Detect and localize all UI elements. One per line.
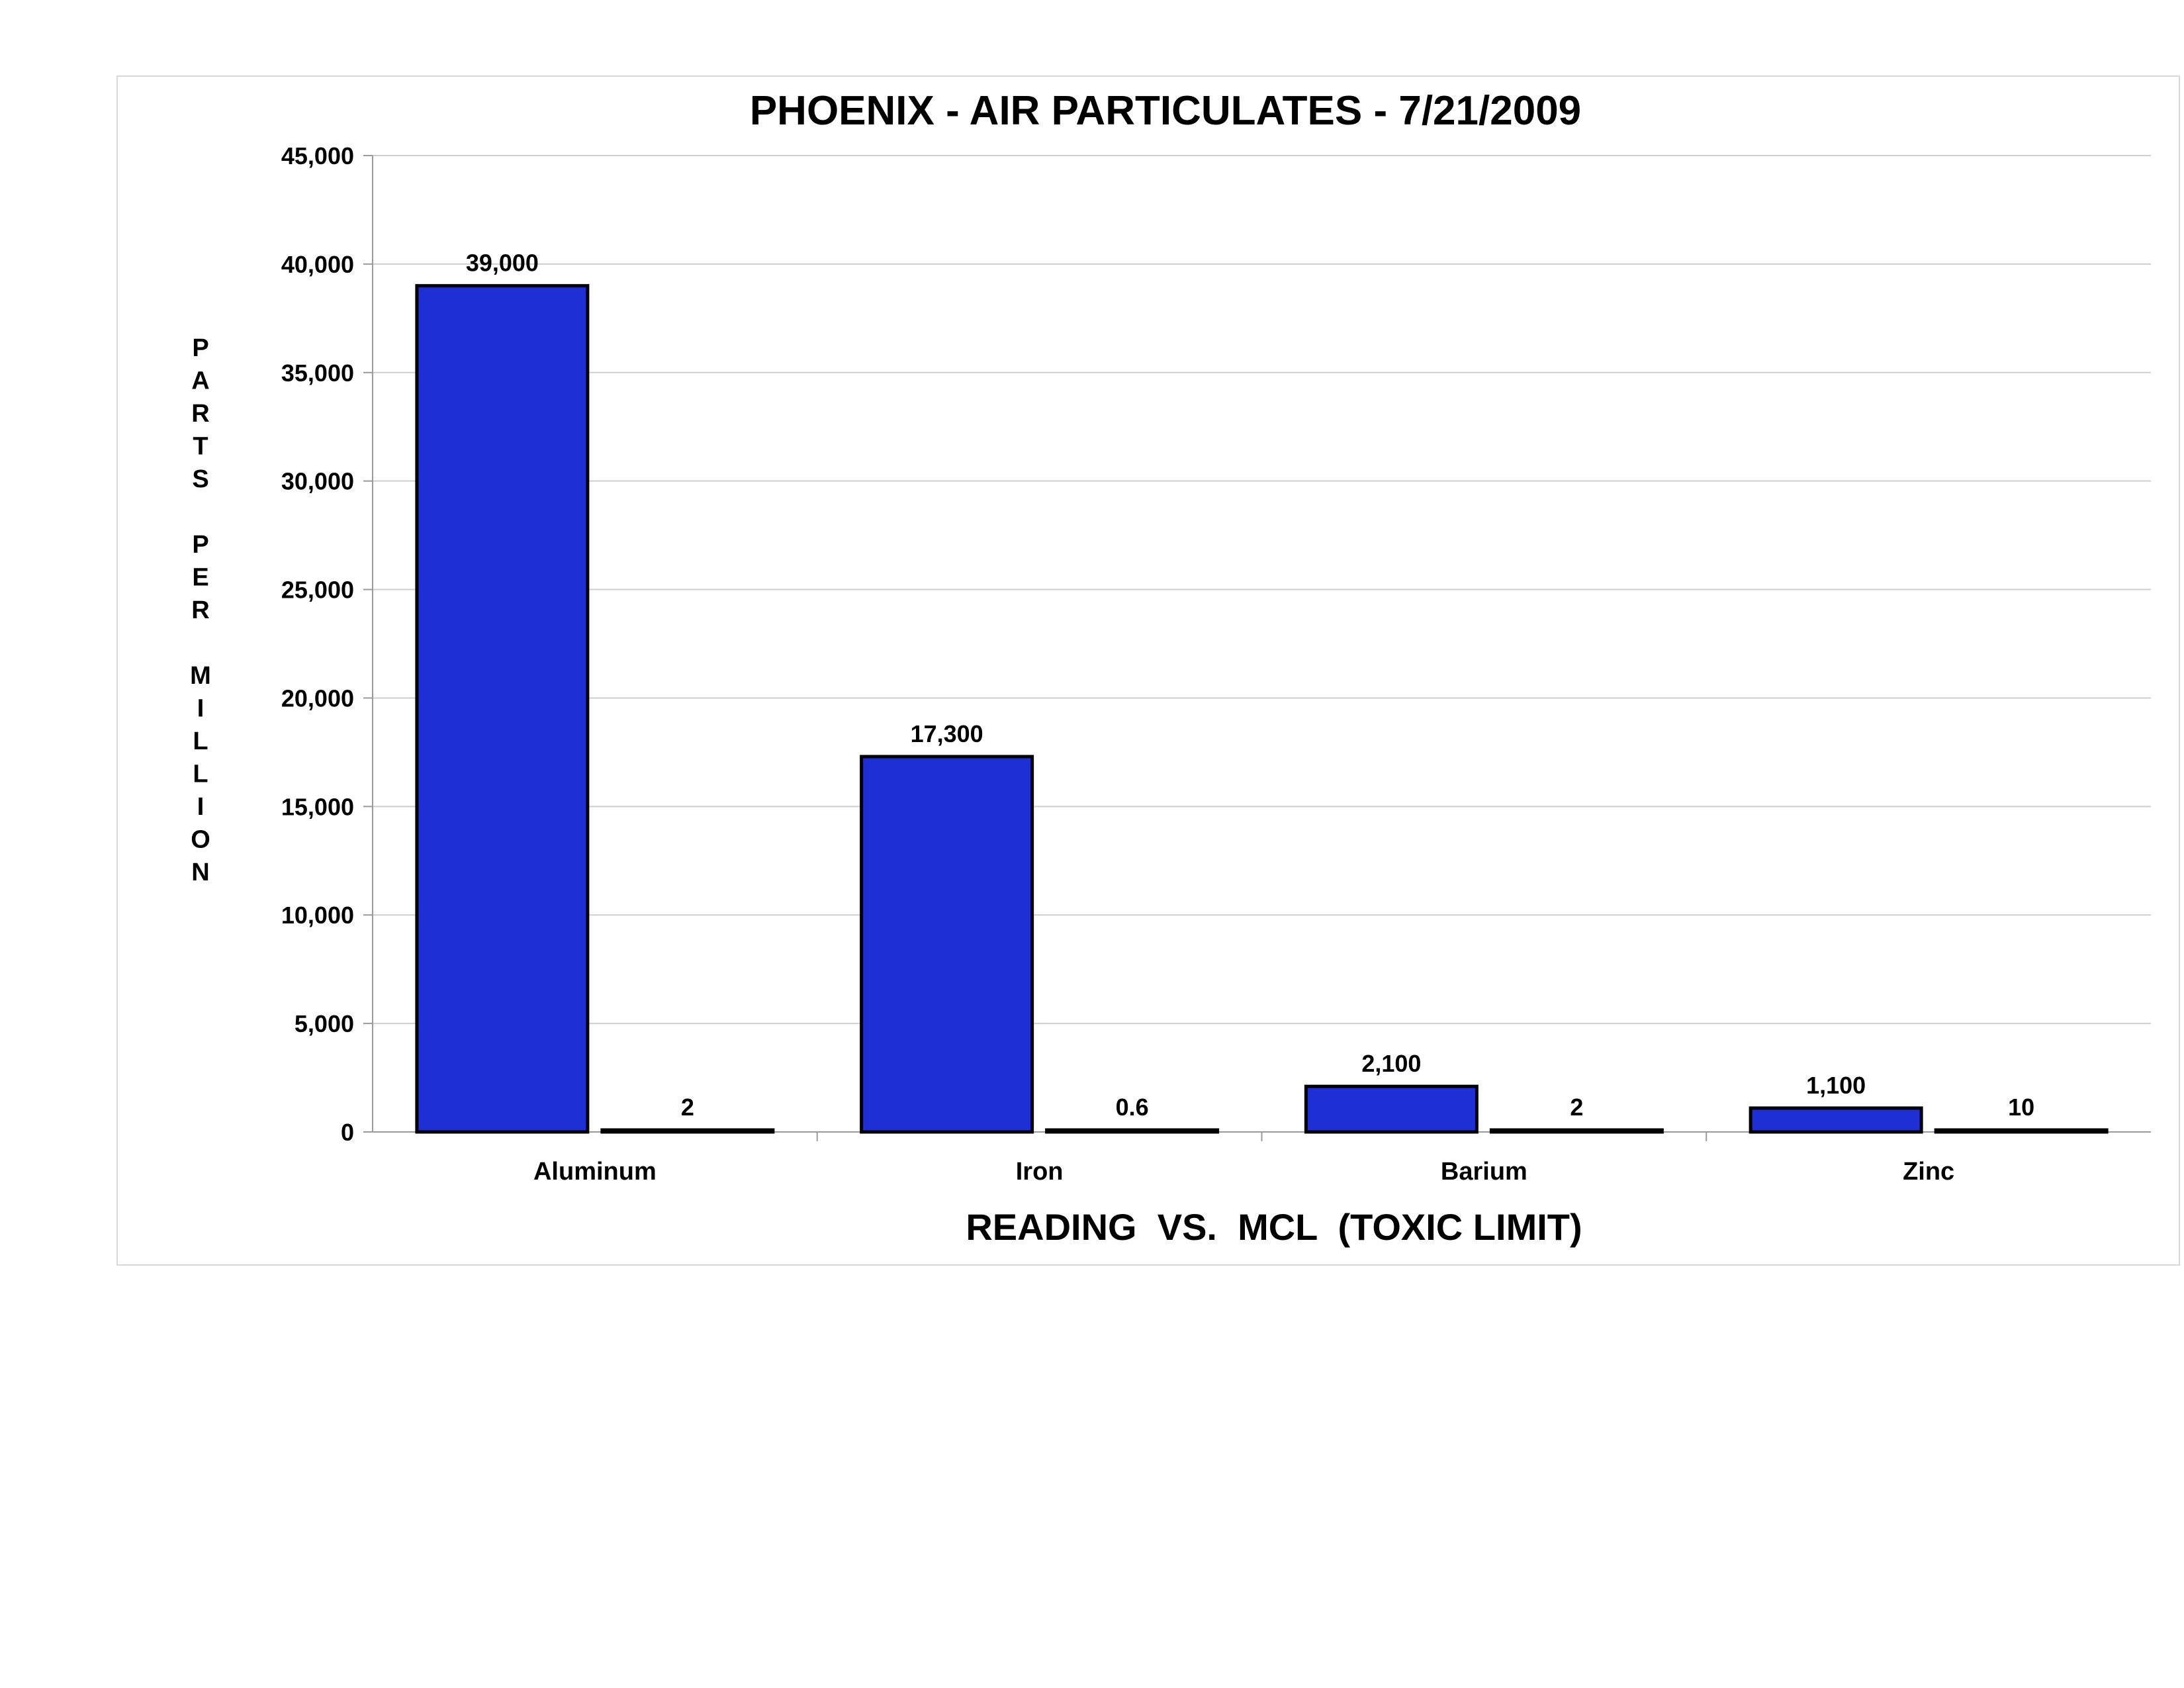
data-label: 39,000 [465, 249, 539, 277]
y-axis-title-letter: R [191, 400, 210, 428]
y-tick-label: 40,000 [281, 250, 354, 278]
chart-title: PHOENIX - AIR PARTICULATES - 7/21/2009 [749, 88, 1582, 134]
axes [363, 156, 2151, 1141]
y-axis-title-letter: O [191, 825, 210, 854]
y-tick-label: 20,000 [281, 684, 354, 712]
y-axis-title-letter: P [192, 531, 209, 559]
x-tick-label: Zinc [1903, 1158, 1955, 1186]
y-tick-label: 35,000 [281, 359, 354, 387]
y-axis-title-letter: P [192, 334, 209, 362]
y-tick-label: 25,000 [281, 576, 354, 604]
x-axis-title: READING VS. MCL (TOXIC LIMIT) [966, 1206, 1582, 1248]
bar-barium-series-1 [1306, 1086, 1477, 1132]
bar-iron-series-2 [1047, 1130, 1218, 1132]
y-axis-title-letter: M [190, 662, 211, 690]
data-label: 17,300 [910, 720, 983, 747]
y-tick-label: 5,000 [294, 1010, 354, 1038]
y-axis-title [190, 334, 211, 886]
y-axis-title-letter: S [192, 465, 209, 493]
bar-aluminum-series-2 [602, 1130, 773, 1132]
bar-aluminum-series-1 [417, 286, 588, 1132]
data-label: 2,100 [1361, 1050, 1422, 1078]
data-label: 2 [680, 1094, 694, 1121]
y-axis-title-letter: E [192, 563, 209, 592]
y-axis-title-letter: A [191, 367, 210, 395]
y-tick-label: 10,000 [281, 902, 354, 929]
y-tick-label: 0 [340, 1119, 354, 1146]
y-axis-title-letter: N [191, 859, 210, 886]
y-axis-title-letter: L [193, 760, 208, 788]
data-label: 2 [1570, 1094, 1584, 1121]
bars [417, 286, 2107, 1132]
data-label: 10 [2008, 1094, 2035, 1121]
x-tick-label: Barium [1440, 1158, 1527, 1186]
x-tick-label: Iron [1015, 1158, 1064, 1186]
y-axis-title-letter: L [193, 727, 208, 755]
y-tick-label: 30,000 [281, 467, 354, 495]
data-label: 1,100 [1806, 1071, 1866, 1099]
bar-barium-series-2 [1491, 1130, 1662, 1132]
y-axis-title-letter: R [191, 596, 210, 624]
data-label: 0.6 [1115, 1094, 1149, 1121]
y-axis-title-letter: I [197, 793, 205, 821]
y-axis-title-letter: I [197, 694, 205, 723]
y-tick-label: 45,000 [281, 142, 354, 169]
y-tick-label: 15,000 [281, 793, 354, 821]
bar-zinc-series-2 [1936, 1130, 2107, 1132]
data-labels [466, 250, 2034, 1121]
gridlines [373, 156, 2151, 1023]
bar-iron-series-1 [862, 757, 1032, 1132]
bar-zinc-series-1 [1751, 1108, 1921, 1132]
y-axis-title-letter: T [193, 432, 208, 461]
x-tick-label: Aluminum [533, 1158, 657, 1186]
